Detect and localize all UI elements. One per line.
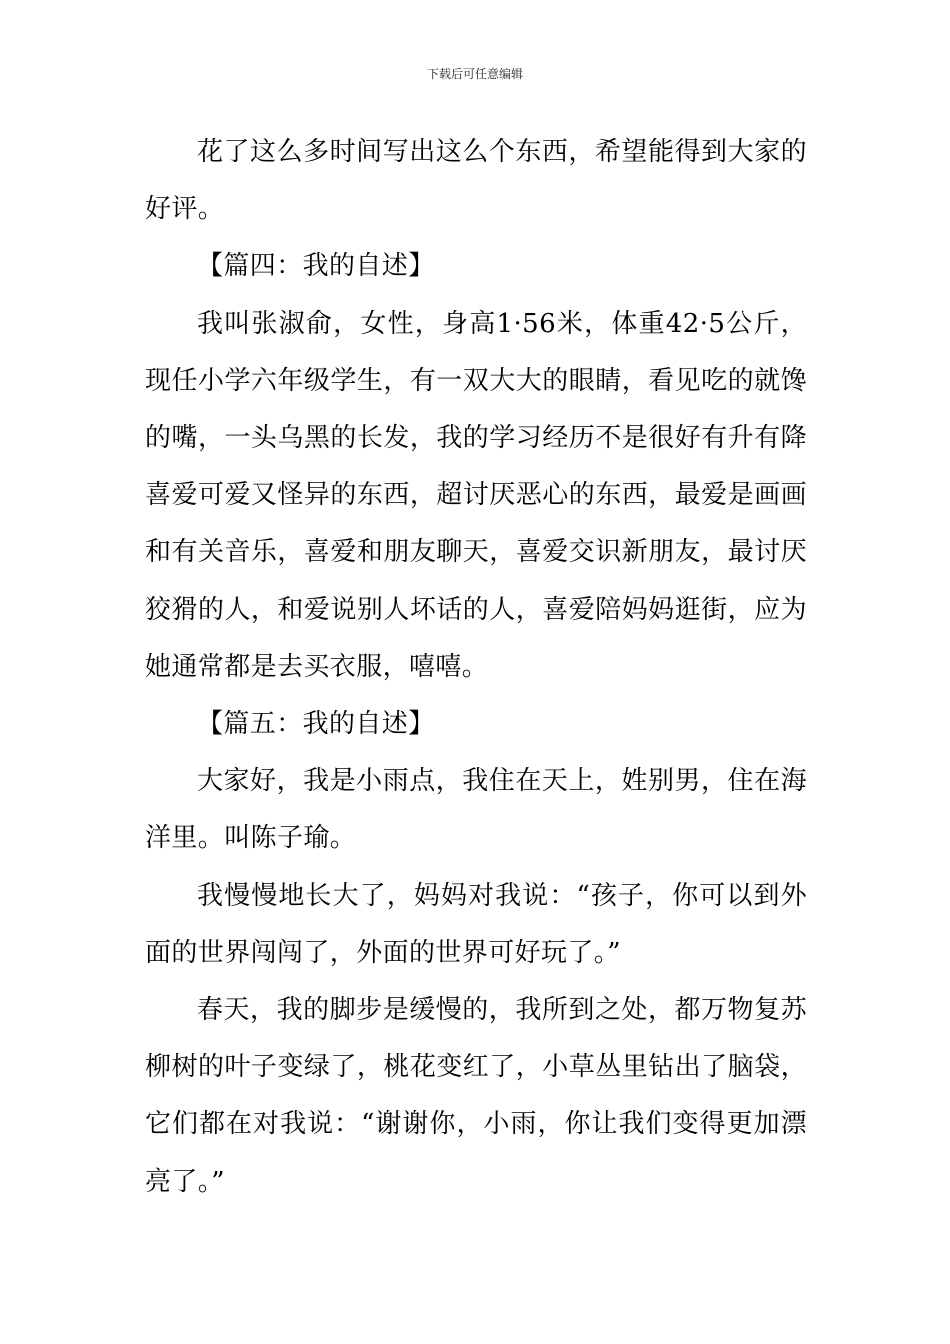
paragraph-raindrop-intro: 大家好，我是小雨点，我住在天上，姓别男，住在海洋里。叫陈子瑜。 [145,766,807,854]
section-heading-part-four: 【篇四：我的自述】 [197,251,435,282]
paragraph-intro-closing: 花了这么多时间写出这么个东西，希望能得到大家的好评。 [145,137,807,225]
paragraph-mother-speech: 我慢慢地长大了，妈妈对我说：“孩子，你可以到外面的世界闯闯了，外面的世界可好玩了。” [145,880,807,968]
section-heading-part-five: 【篇五：我的自述】 [197,709,435,740]
document-body [145,124,807,1211]
page-header: 下载后可任意编辑 [426,67,523,81]
paragraph-self-description: 我叫张淑俞，女性，身高1·56米，体重42·5公斤，现任小学六年级学生，有一双大大的眼睛，看见吃的就馋的嘴，一头乌黑的长发，我的学习经历不是很好有升有降喜爱可爱又怪异的东西，超讨厌恶心的东西，最爱是画画和有关音乐，喜爱和朋友聊天，喜爱交识新朋友，最讨厌狡猾的人，和爱说别人坏话的人，喜爱陪妈妈逛街，应为她通常都是去买衣服，嘻嘻。 [145,308,807,682]
paragraph-spring: 春天，我的脚步是缓慢的，我所到之处，都万物复苏柳树的叶子变绿了，桃花变红了，小草丛里钻出了脑袋，它们都在对我说：“谢谢你，小雨，你让我们变得更加漂亮了。” [145,995,807,1197]
